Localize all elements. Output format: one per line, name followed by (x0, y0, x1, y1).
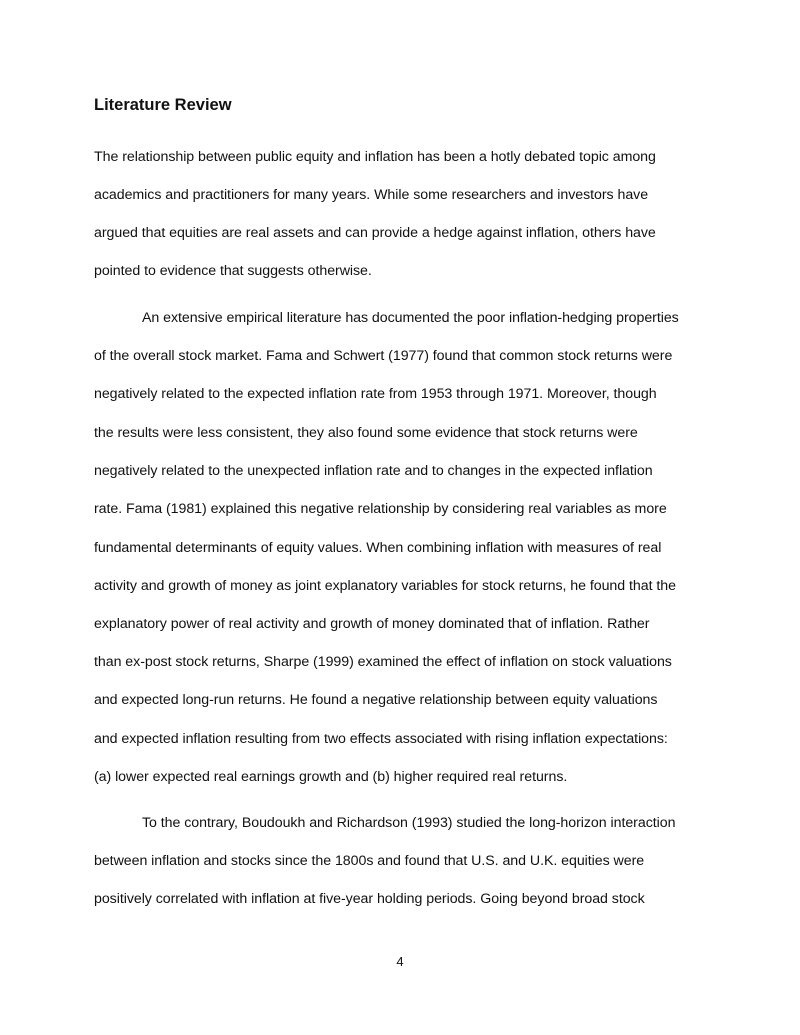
paragraph-line: explanatory power of real activity and growth of money dominated that of inflation. Rather (94, 616, 650, 632)
page-number: 4 (396, 954, 404, 969)
paragraph-line: To the contrary, Boudoukh and Richardson (1993) studied the long-horizon interaction (142, 815, 676, 831)
paragraph-line: positively correlated with inflation at five-year holding periods. Going beyond broad stock (94, 891, 645, 907)
paragraph-line: than ex-post stock returns, Sharpe (1999) examined the effect of inflation on stock valuations (94, 654, 672, 670)
paragraph-line: negatively related to the unexpected inflation rate and to changes in the expected inflation (94, 463, 653, 479)
paragraph-line: and expected long-run returns. He found a negative relationship between equity valuations (94, 692, 658, 708)
paragraph-line: academics and practitioners for many years. While some researchers and investors have (94, 187, 649, 203)
paragraph-line: The relationship between public equity and inflation has been a hotly debated topic among (94, 149, 656, 165)
paragraph-line: the results were less consistent, they also found some evidence that stock returns were (94, 425, 638, 441)
paragraph-line: argued that equities are real assets and can provide a hedge against inflation, others have (94, 225, 656, 241)
paragraph-line: rate. Fama (1981) explained this negative relationship by considering real variables as more (94, 501, 667, 517)
paragraph-line: between inflation and stocks since the 1800s and found that U.S. and U.K. equities were (94, 853, 645, 869)
paragraph-line: fundamental determinants of equity values. When combining inflation with measures of real (94, 540, 662, 556)
section-heading: Literature Review (94, 96, 232, 114)
paragraph-line: negatively related to the expected inflation rate from 1953 through 1971. Moreover, though (94, 386, 657, 402)
paragraph-line: and expected inflation resulting from two effects associated with rising inflation expectations: (94, 731, 668, 747)
paragraph-line: pointed to evidence that suggests otherwise. (94, 263, 372, 279)
paragraph-line: activity and growth of money as joint explanatory variables for stock returns, he found that the (94, 578, 676, 594)
paragraph-line: of the overall stock market. Fama and Schwert (1977) found that common stock returns were (94, 348, 673, 364)
paragraph-line: An extensive empirical literature has documented the poor inflation-hedging properties (142, 310, 679, 326)
paragraph-line: (a) lower expected real earnings growth and (b) higher required real returns. (94, 769, 568, 785)
